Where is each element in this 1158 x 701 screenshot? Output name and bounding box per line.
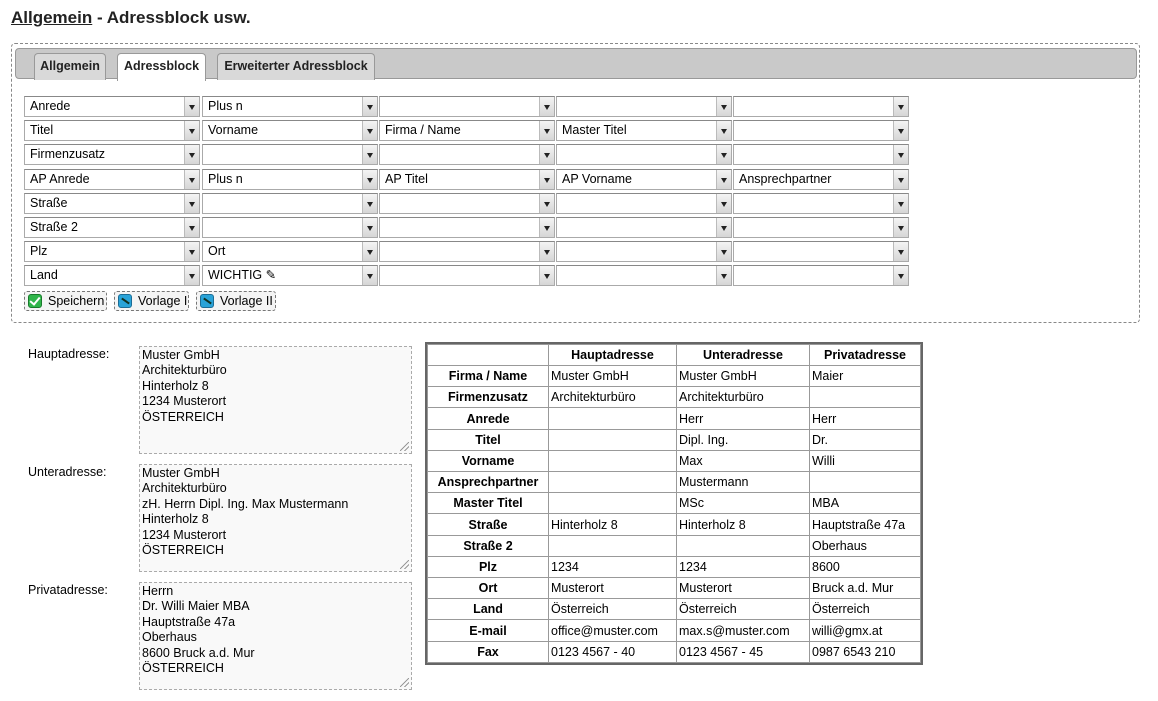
table-cell: Willi	[810, 450, 921, 471]
table-cell: Dr.	[810, 429, 921, 450]
table-cell: 1234	[549, 556, 677, 577]
save-button-label: Speichern	[48, 294, 105, 308]
address-field-select[interactable]	[379, 144, 555, 165]
address-line: Architekturbüro	[142, 481, 227, 496]
unteradresse-textarea[interactable]	[139, 464, 412, 572]
address-field-select[interactable]	[24, 144, 200, 165]
chevron-down-icon[interactable]	[184, 266, 199, 285]
table-cell: 0987 6543 210	[810, 641, 921, 662]
table-cell: office@muster.com	[549, 620, 677, 641]
table-cell: Architekturbüro	[549, 387, 677, 408]
address-field-select[interactable]	[733, 241, 909, 262]
select-value: Firmenzusatz	[30, 147, 106, 161]
address-field-select[interactable]	[733, 217, 909, 238]
table-cell	[549, 535, 677, 556]
row-header: Ansprechpartner	[428, 472, 549, 493]
table-cell: Österreich	[810, 599, 921, 620]
chevron-down-icon[interactable]	[893, 170, 908, 189]
chevron-down-icon[interactable]	[362, 266, 377, 285]
privatadresse-label: Privatadresse:	[28, 583, 108, 597]
column-header: Hauptadresse	[549, 345, 677, 366]
privatadresse-textarea[interactable]	[139, 582, 412, 690]
table-cell: 8600	[810, 556, 921, 577]
address-field-select[interactable]	[379, 217, 555, 238]
address-field-select[interactable]	[202, 265, 378, 286]
address-field-select[interactable]	[24, 193, 200, 214]
chevron-down-icon[interactable]	[539, 242, 554, 261]
row-header: Titel	[428, 429, 549, 450]
address-field-select[interactable]	[733, 96, 909, 117]
table-cell: Hinterholz 8	[549, 514, 677, 535]
vorlage-2-button[interactable]	[196, 291, 276, 311]
chevron-down-icon[interactable]	[716, 145, 731, 164]
chevron-down-icon[interactable]	[184, 194, 199, 213]
chevron-down-icon[interactable]	[716, 121, 731, 140]
address-field-select[interactable]	[556, 217, 732, 238]
chevron-down-icon[interactable]	[362, 242, 377, 261]
table-cell: Architekturbüro	[677, 387, 810, 408]
select-value: Anrede	[30, 99, 71, 113]
vorlage-2-label: Vorlage II	[220, 294, 273, 308]
chevron-down-icon[interactable]	[893, 121, 908, 140]
address-field-select[interactable]	[202, 169, 378, 190]
page-title-rest: - Adressblock usw.	[92, 8, 251, 27]
table-cell: 0123 4567 - 40	[549, 641, 677, 662]
address-field-select[interactable]	[733, 144, 909, 165]
tab-adressblock[interactable]: Adressblock	[117, 53, 206, 81]
address-field-select[interactable]	[202, 217, 378, 238]
chevron-down-icon[interactable]	[716, 97, 731, 116]
select-value: Plus n	[208, 172, 243, 186]
chevron-down-icon[interactable]	[716, 170, 731, 189]
address-line: Hinterholz 8	[142, 512, 209, 527]
table-cell: willi@gmx.at	[810, 620, 921, 641]
address-field-select[interactable]	[556, 96, 732, 117]
select-value: Plus n	[208, 99, 243, 113]
address-field-select[interactable]	[24, 120, 200, 141]
address-field-select[interactable]	[556, 193, 732, 214]
select-value: Ort	[208, 244, 226, 258]
address-line: 8600 Bruck a.d. Mur	[142, 645, 255, 660]
chevron-down-icon[interactable]	[893, 266, 908, 285]
tab-erweiterter-adressblock[interactable]: Erweiterter Adressblock	[217, 53, 375, 80]
table-cell	[810, 387, 921, 408]
table-cell: Hauptstraße 47a	[810, 514, 921, 535]
select-value: Ansprechpartner	[739, 172, 832, 186]
table-cell	[549, 450, 677, 471]
select-value: Straße 2	[30, 220, 78, 234]
table-row	[428, 387, 921, 408]
chevron-down-icon[interactable]	[716, 218, 731, 237]
address-field-select[interactable]	[733, 265, 909, 286]
table-row	[428, 599, 921, 620]
vorlage-1-label: Vorlage I	[138, 294, 188, 308]
chevron-down-icon[interactable]	[362, 170, 377, 189]
table-cell	[549, 429, 677, 450]
address-field-select[interactable]	[202, 96, 378, 117]
table-cell: 0123 4567 - 45	[677, 641, 810, 662]
chevron-down-icon[interactable]	[893, 242, 908, 261]
address-line: ÖSTERREICH	[142, 543, 224, 558]
table-cell: Oberhaus	[810, 535, 921, 556]
chevron-down-icon[interactable]	[716, 266, 731, 285]
address-line: 1234 Musterort	[142, 394, 227, 409]
chevron-down-icon[interactable]	[184, 170, 199, 189]
chevron-down-icon[interactable]	[184, 97, 199, 116]
address-line: Hinterholz 8	[142, 378, 209, 393]
table-cell: 1234	[677, 556, 810, 577]
select-value: Master Titel	[562, 123, 627, 137]
address-field-select[interactable]	[379, 96, 555, 117]
chevron-down-icon[interactable]	[539, 170, 554, 189]
chevron-down-icon[interactable]	[539, 218, 554, 237]
chevron-down-icon[interactable]	[362, 97, 377, 116]
table-cell	[549, 408, 677, 429]
table-cell	[677, 535, 810, 556]
select-value: AP Titel	[385, 172, 428, 186]
column-header: Unteradresse	[677, 345, 810, 366]
address-field-select[interactable]	[733, 120, 909, 141]
chevron-down-icon[interactable]	[184, 218, 199, 237]
address-line: ÖSTERREICH	[142, 409, 224, 424]
chevron-down-icon[interactable]	[893, 145, 908, 164]
checkmark-icon	[28, 294, 42, 308]
table-cell: Herr	[677, 408, 810, 429]
address-field-select[interactable]	[556, 265, 732, 286]
table-row	[428, 620, 921, 641]
row-header: Master Titel	[428, 493, 549, 514]
chevron-down-icon[interactable]	[716, 242, 731, 261]
chevron-down-icon[interactable]	[184, 121, 199, 140]
address-field-select[interactable]	[24, 265, 200, 286]
address-field-select[interactable]	[379, 241, 555, 262]
table-row	[428, 429, 921, 450]
table-row	[428, 514, 921, 535]
table-cell	[810, 472, 921, 493]
row-header: Vorname	[428, 450, 549, 471]
table-cell: MSc	[677, 493, 810, 514]
chevron-down-icon[interactable]	[539, 145, 554, 164]
address-overview-table	[425, 342, 923, 665]
address-field-select[interactable]	[556, 144, 732, 165]
address-field-select[interactable]	[24, 241, 200, 262]
table-row	[428, 366, 921, 387]
address-line: zH. Herrn Dipl. Ing. Max Mustermann	[142, 496, 349, 511]
chevron-down-icon[interactable]	[539, 194, 554, 213]
address-field-select[interactable]	[24, 217, 200, 238]
address-line: 1234 Musterort	[142, 527, 227, 542]
address-line: Herrn	[142, 584, 174, 598]
table-cell: Hinterholz 8	[677, 514, 810, 535]
address-line: ÖSTERREICH	[142, 661, 224, 676]
select-value: Straße	[30, 196, 68, 210]
address-line: Dr. Willi Maier MBA	[142, 599, 250, 614]
row-header: Land	[428, 599, 549, 620]
address-field-select[interactable]	[556, 241, 732, 262]
select-value: AP Anrede	[30, 172, 90, 186]
row-header: E-mail	[428, 620, 549, 641]
select-value: Vorname	[208, 123, 259, 137]
chevron-down-icon[interactable]	[716, 194, 731, 213]
save-button[interactable]	[24, 291, 107, 311]
row-header: Ort	[428, 578, 549, 599]
select-value: Land	[30, 268, 58, 282]
address-field-select[interactable]	[733, 193, 909, 214]
address-line: Architekturbüro	[142, 363, 227, 378]
row-header: Straße 2	[428, 535, 549, 556]
row-header: Fax	[428, 641, 549, 662]
unteradresse-label: Unteradresse:	[28, 465, 107, 479]
table-row	[428, 641, 921, 662]
template-icon	[200, 294, 214, 308]
chevron-down-icon[interactable]	[539, 121, 554, 140]
address-field-select[interactable]	[202, 193, 378, 214]
vorlage-1-button[interactable]	[114, 291, 189, 311]
table-cell: Dipl. Ing.	[677, 429, 810, 450]
table-cell: Österreich	[677, 599, 810, 620]
chevron-down-icon[interactable]	[184, 242, 199, 261]
page-title	[11, 8, 251, 28]
chevron-down-icon[interactable]	[539, 97, 554, 116]
select-value: WICHTIG ✎	[208, 268, 277, 282]
table-cell: MBA	[810, 493, 921, 514]
table-cell: Mustermann	[677, 472, 810, 493]
table-row	[428, 535, 921, 556]
row-header: Firmenzusatz	[428, 387, 549, 408]
table-cell: Musterort	[549, 578, 677, 599]
chevron-down-icon[interactable]	[362, 121, 377, 140]
tab-allgemein[interactable]: Allgemein	[34, 53, 106, 80]
resize-grip-icon[interactable]	[400, 678, 409, 687]
row-header: Straße	[428, 514, 549, 535]
chevron-down-icon[interactable]	[893, 218, 908, 237]
table-row	[428, 493, 921, 514]
table-row	[428, 556, 921, 577]
select-value: AP Vorname	[562, 172, 632, 186]
table-row	[428, 408, 921, 429]
chevron-down-icon[interactable]	[184, 145, 199, 164]
table-cell: Bruck a.d. Mur	[810, 578, 921, 599]
table-row	[428, 450, 921, 471]
address-field-select[interactable]	[202, 120, 378, 141]
column-header: Privatadresse	[810, 345, 921, 366]
resize-grip-icon[interactable]	[400, 442, 409, 451]
row-header: Anrede	[428, 408, 549, 429]
address-field-select[interactable]	[556, 169, 732, 190]
table-cell: max.s@muster.com	[677, 620, 810, 641]
table-header-row	[428, 345, 921, 366]
table-cell: Maier	[810, 366, 921, 387]
address-line: Muster GmbH	[142, 466, 220, 480]
address-field-select[interactable]	[379, 193, 555, 214]
template-icon	[118, 294, 132, 308]
allgemein-link[interactable]: Allgemein	[11, 8, 93, 27]
chevron-down-icon[interactable]	[893, 97, 908, 116]
chevron-down-icon[interactable]	[362, 145, 377, 164]
address-field-select[interactable]	[24, 96, 200, 117]
address-line: Oberhaus	[142, 630, 197, 645]
select-value: Plz	[30, 244, 48, 258]
table-cell: Max	[677, 450, 810, 471]
row-header: Plz	[428, 556, 549, 577]
chevron-down-icon[interactable]	[362, 194, 377, 213]
table-cell: Muster GmbH	[549, 366, 677, 387]
row-header: Firma / Name	[428, 366, 549, 387]
table-cell: Herr	[810, 408, 921, 429]
table-cell: Muster GmbH	[677, 366, 810, 387]
address-line: Hauptstraße 47a	[142, 614, 236, 629]
address-field-select[interactable]	[24, 169, 200, 190]
address-field-select[interactable]	[379, 169, 555, 190]
chevron-down-icon[interactable]	[362, 218, 377, 237]
chevron-down-icon[interactable]	[893, 194, 908, 213]
table-cell	[549, 493, 677, 514]
table-cell: Österreich	[549, 599, 677, 620]
table-row	[428, 578, 921, 599]
table-row	[428, 472, 921, 493]
address-field-select[interactable]	[202, 144, 378, 165]
address-field-select[interactable]	[556, 120, 732, 141]
resize-grip-icon[interactable]	[400, 560, 409, 569]
chevron-down-icon[interactable]	[539, 266, 554, 285]
table-cell	[549, 472, 677, 493]
select-value: Titel	[30, 123, 54, 137]
address-field-select[interactable]	[379, 265, 555, 286]
address-field-select[interactable]	[202, 241, 378, 262]
hauptadresse-label: Hauptadresse:	[28, 347, 110, 361]
table-corner-cell	[428, 345, 549, 366]
address-line: Muster GmbH	[142, 348, 220, 362]
address-field-select[interactable]	[733, 169, 909, 190]
select-value: Firma / Name	[385, 123, 461, 137]
table-cell: Musterort	[677, 578, 810, 599]
address-field-select[interactable]	[379, 120, 555, 141]
hauptadresse-textarea[interactable]	[139, 346, 412, 454]
